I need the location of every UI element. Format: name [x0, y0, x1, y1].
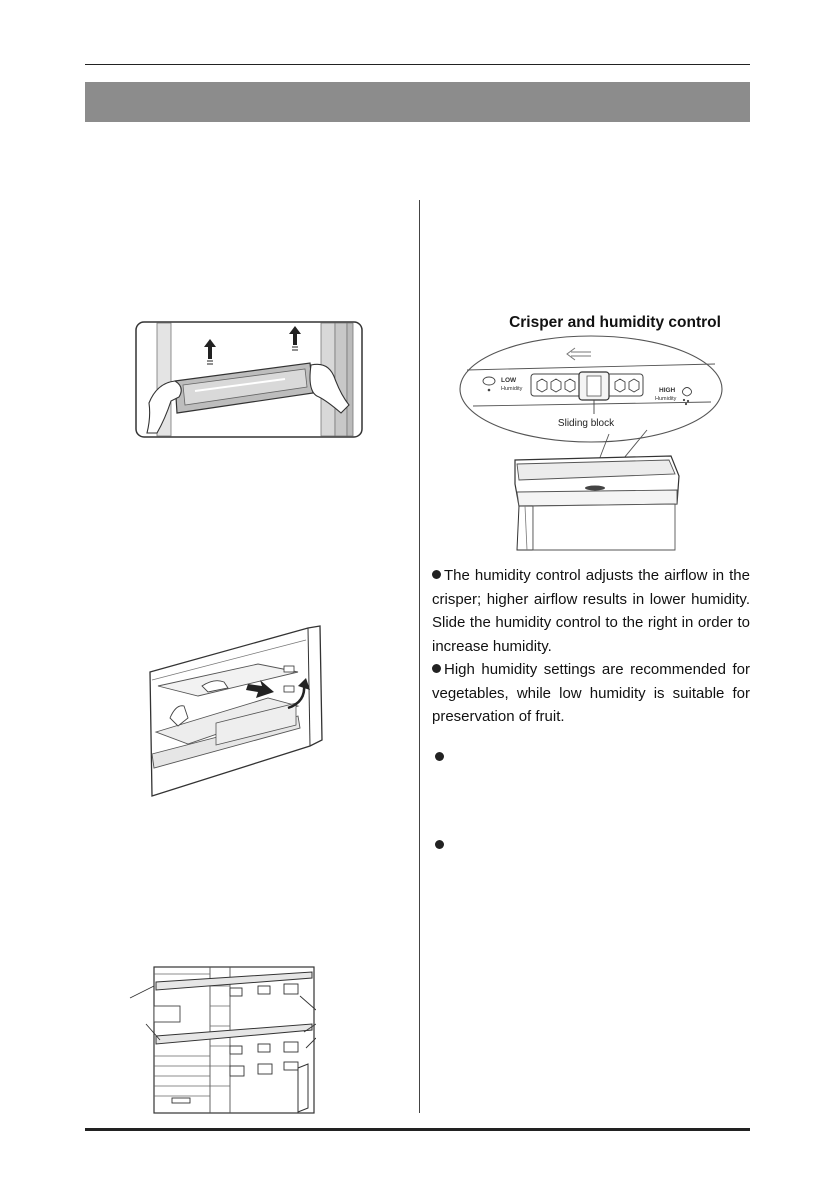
glass-shelf-removal-illustration — [148, 622, 324, 798]
bullet-dot-icon — [432, 664, 441, 673]
empty-bullet-icon — [435, 840, 444, 849]
high-humidity-sub: Humidity — [655, 396, 677, 402]
sliding-block-label: Sliding block — [557, 418, 615, 429]
humidity-paragraph-1: The humidity control adjusts the airflow in the crisper; higher airflow results in lower humidity. Slide the humidity control to the right in order to increase humidity. — [432, 567, 750, 655]
crisper-figure-title: Crisper and humidity control — [509, 314, 721, 331]
footer-rule — [85, 1128, 750, 1131]
humidity-paragraph-2: High humidity settings are recommended for vegetables, while low humidity is suitable for preservation of fruit. — [432, 661, 750, 725]
high-humidity-label: HIGH — [659, 387, 676, 394]
low-humidity-sub: Humidity — [501, 386, 523, 392]
column-divider — [419, 200, 420, 1113]
shelf-support-illustration — [126, 966, 316, 1114]
section-title-bar — [85, 82, 750, 122]
empty-bullet-icon — [435, 752, 444, 761]
header-rule — [85, 64, 750, 65]
bullet-dot-icon — [432, 570, 441, 579]
crisper-humidity-illustration — [459, 334, 724, 552]
door-bin-removal-illustration — [135, 321, 363, 438]
low-humidity-label: LOW — [501, 377, 517, 384]
